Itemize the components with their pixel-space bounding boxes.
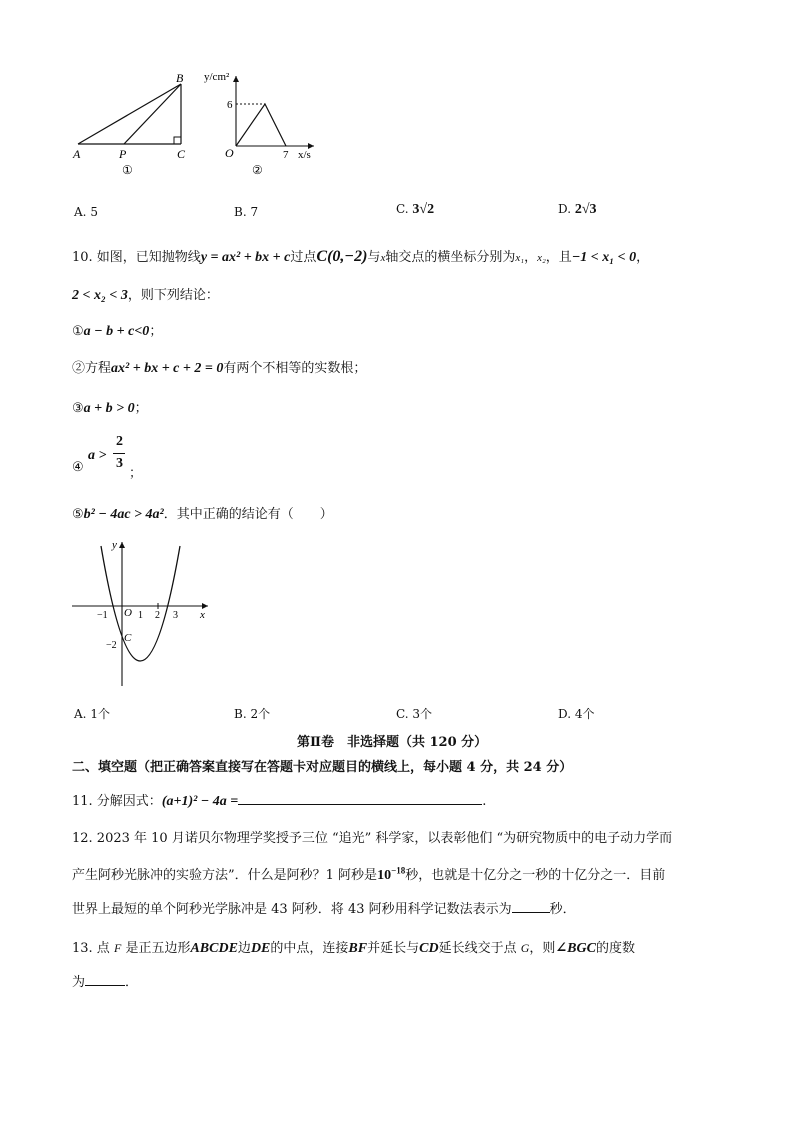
fig2-y-axis-label: y/cm² [204, 71, 230, 83]
figure-1-triangle [68, 70, 198, 180]
q10-option-c[interactable]: C. 3个 [396, 707, 433, 721]
q12-line1: 12. 2023 年 10 月诺贝尔物理学奖授予三位 “追光” 科学家，以表彰他们 “为研究物质中的电子动力学而 [72, 831, 673, 846]
q11-answer-blank[interactable] [238, 790, 482, 805]
graph-origin: O [124, 607, 132, 619]
graph-y-label: y [112, 539, 117, 551]
fig2-caption: ② [252, 163, 263, 177]
q12-answer-blank[interactable] [512, 900, 550, 913]
q10-statement-2: ②方程ax² + bx + c + 2 = 0有两个不相等的实数根； [72, 361, 367, 376]
graph-point-c: C [124, 632, 132, 644]
fig1-label-b: B [176, 71, 184, 85]
fig2-x-axis-label: x/s [298, 149, 311, 161]
q10-statement-1: ①a − b + c<0； [72, 324, 163, 339]
part2-title: 第Ⅱ卷 非选择题（共 120 分） [297, 735, 488, 750]
q10-stem-line1: 10. 如图，已知抛物线y = ax² + bx + c过点C(0,−2)与x轴交点的横坐标分别为x₁，x₂，且−1 < x₁ < 0， [72, 248, 650, 265]
q10-parabola-graph [68, 536, 218, 692]
q12-line2: 产生阿秒光脉冲的实验方法”．什么是阿秒？1 阿秒是$10^{-18}$秒，也就是十亿分之一秒的十亿分之一．目前 [72, 865, 666, 883]
fig1-caption: ① [122, 163, 133, 177]
graph-tick-1: 1 [138, 610, 143, 621]
q10-stem-line2: 2 < x₂ < 3，则下列结论： [72, 288, 219, 303]
q13-answer-blank[interactable] [85, 973, 125, 986]
fig1-label-a: A [73, 147, 81, 161]
graph-x-label: x [200, 609, 205, 621]
q10-option-d[interactable]: D. 4个 [558, 707, 595, 721]
q9-option-c[interactable]: C. 3√2 [396, 202, 435, 217]
fig2-origin: O [225, 146, 234, 160]
fig1-label-p: P [119, 147, 127, 161]
graph-tick-2: 2 [155, 610, 160, 621]
q13-line1: 13. 点 F 是正五边形ABCDE边DE的中点，连接BF并延长与CD延长线交于点 G，则∠BGC的度数 [72, 941, 635, 956]
q11: 11. 分解因式：(a+1)² − 4a = . [72, 790, 486, 810]
q10-statement-5: ⑤b² − 4ac > 4a²．其中正确的结论有（ ） [72, 507, 333, 522]
figure-2-graph [198, 64, 328, 180]
section2-title: 二、填空题（把正确答案直接写在答题卡对应题目的横线上，每小题 4 分，共 24 分） [72, 760, 573, 775]
q12-line3: 世界上最短的单个阿秒光学脉冲是 43 阿秒．将 43 阿秒用科学记数法表示为 秒． [72, 902, 576, 917]
graph-tick-minus2: −2 [106, 640, 117, 651]
q10-statement-3: ③a + b > 0； [72, 401, 148, 416]
graph-tick-minus1: −1 [97, 610, 108, 621]
fig1-label-c: C [177, 147, 186, 161]
q10-option-a[interactable]: A. 1个 [74, 707, 110, 721]
fraction-bar [113, 453, 125, 454]
q9-option-a[interactable]: A. 5 [74, 205, 98, 219]
q13-line2: 为 ． [72, 975, 139, 990]
graph-tick-3: 3 [173, 610, 178, 621]
q9-option-b[interactable]: B. 7 [234, 205, 259, 219]
q9-option-d[interactable]: D. 2√3 [558, 202, 597, 217]
fig2-y-tick: 6 [227, 99, 233, 111]
fig2-x-tick: 7 [283, 149, 289, 161]
q10-option-b[interactable]: B. 2个 [234, 707, 271, 721]
